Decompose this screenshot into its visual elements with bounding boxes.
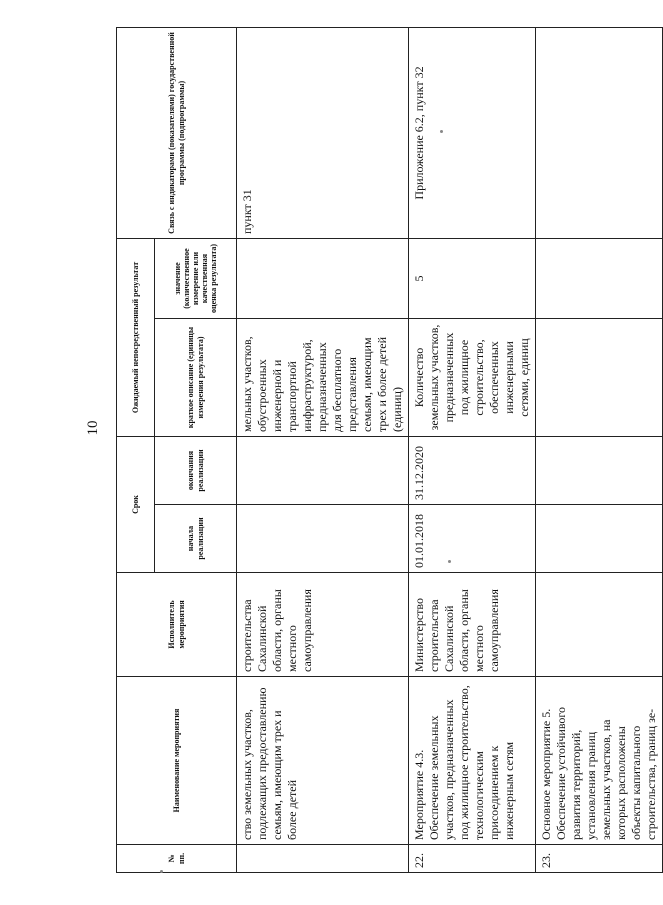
cell-link — [536, 28, 663, 239]
cell-result-desc: Количество земельных участков, предназначенных под жилищное строительство, обеспеченных инженерными сетями, единиц — [409, 319, 536, 437]
cell-num — [237, 845, 409, 873]
cell-name: Мероприятие 4.3. Обеспечение земельных участков, предназначенных под жилищное строительство, технологическим присоединением к инженерным сетям — [409, 677, 536, 845]
cell-name: ство земельных участков, подлежащих предоставлению семьям, имеющим трех и более детей — [237, 677, 409, 845]
header-link: Связь с индикаторами (показателями) государственной программы (подпрограммы) — [117, 28, 237, 239]
cell-executor: Министерство строительства Сахалинской области, органы местного самоуправления — [409, 573, 536, 677]
cell-link: пункт 31 — [237, 28, 409, 239]
header-result: Ожидаемый непосредственный результат — [117, 239, 155, 437]
scan-speck — [448, 560, 451, 563]
cell-result-desc: мельных участков, обустроенных инженерной и транспортной инфраструктурой, предназначенных для бесплатного представления семьям, имеющим трех и более детей (единиц) — [237, 319, 409, 437]
cell-start — [536, 505, 663, 573]
cell-start: 01.01.2018 — [409, 505, 536, 573]
header-term-end: окончания реализации — [155, 437, 237, 505]
header-row-1 — [117, 28, 155, 873]
header-term: Срок — [117, 437, 155, 573]
cell-name: Основное мероприятие 5. Обеспечение устойчивого развития территорий, установления границ земельных участков, на которых расположены объекты капитального строительства, границ зе- — [536, 677, 663, 845]
activities-table — [116, 27, 663, 873]
cell-link: Приложение 6.2, пункт 32 — [409, 28, 536, 239]
cell-result-value — [536, 239, 663, 319]
cell-end — [536, 437, 663, 505]
cell-start — [237, 505, 409, 573]
page-number: 10 — [85, 420, 101, 436]
rotated-table-container — [116, 28, 658, 873]
cell-result-value: 5 — [409, 239, 536, 319]
cell-executor — [536, 573, 663, 677]
header-term-start: начала реализации — [155, 505, 237, 573]
header-result-desc: краткое описание (единицы измерения результата) — [155, 319, 237, 437]
header-name: Наименование мероприятия — [117, 677, 237, 845]
cell-result-desc — [536, 319, 663, 437]
cell-end: 31.12.2020 — [409, 437, 536, 505]
table-row — [536, 28, 663, 873]
header-executor: Исполнитель мероприятия — [117, 573, 237, 677]
header-num: № пп. — [117, 845, 237, 873]
cell-result-value — [237, 239, 409, 319]
table-row — [237, 28, 409, 873]
scan-speck — [160, 870, 163, 873]
header-result-value: значение (количественное измерение или качественная оценка результата) — [155, 239, 237, 319]
scan-speck — [440, 130, 443, 133]
table-row — [409, 28, 536, 873]
cell-num: 23. — [536, 845, 663, 873]
cell-executor: строительства Сахалинской области, органы местного самоуправления — [237, 573, 409, 677]
cell-num: 22. — [409, 845, 536, 873]
cell-end — [237, 437, 409, 505]
